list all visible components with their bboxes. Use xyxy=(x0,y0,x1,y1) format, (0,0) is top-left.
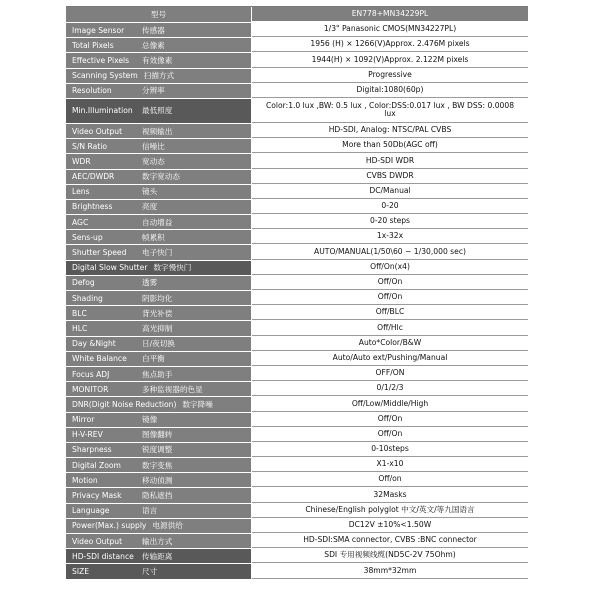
spec-value: HD-SDI:SMA connector, CVBS :BNC connector xyxy=(252,534,528,548)
spec-label-english: AEC/DWDR xyxy=(72,172,115,182)
table-row xyxy=(66,245,528,260)
spec-label xyxy=(66,321,252,335)
spec-value: Off/On xyxy=(252,428,528,442)
spec-label xyxy=(66,23,252,37)
spec-label-english: HD-SDI distance xyxy=(72,551,134,561)
table-row xyxy=(66,473,528,488)
spec-value: CVBS DWDR xyxy=(252,170,528,184)
spec-label xyxy=(66,230,252,244)
spec-label-english: AGC xyxy=(72,217,89,227)
table-row xyxy=(66,69,528,84)
spec-label xyxy=(66,38,252,52)
table-row xyxy=(66,382,528,397)
spec-label-chinese: 高光抑制 xyxy=(142,323,173,333)
spec-value: Off/On(x4) xyxy=(252,261,528,275)
spec-label-chinese: 锐度调整 xyxy=(142,445,173,455)
table-row xyxy=(66,53,528,68)
spec-value: HD-SDI WDR xyxy=(252,154,528,168)
spec-label xyxy=(66,245,252,259)
table-row xyxy=(66,352,528,367)
spec-value: HD-SDI, Analog: NTSC/PAL CVBS xyxy=(252,124,528,138)
spec-label-chinese: 移动侦测 xyxy=(142,475,173,485)
spec-label-english: Resolution xyxy=(72,86,112,96)
spec-label-chinese: 背光补偿 xyxy=(142,308,173,318)
table-row xyxy=(66,458,528,473)
spec-value: 0-20 xyxy=(252,200,528,214)
table-row xyxy=(66,261,528,276)
spec-value: 32Masks xyxy=(252,488,528,502)
spec-label-chinese: 阴影均化 xyxy=(142,293,173,303)
table-row xyxy=(66,549,528,564)
spec-label xyxy=(66,170,252,184)
spec-value: 0/1/2/3 xyxy=(252,382,528,396)
spec-value: Off/Low/Middle/High xyxy=(252,397,528,411)
spec-label-english: Effective Pixels xyxy=(72,55,130,65)
spec-label-english: Privacy Mask xyxy=(72,491,122,501)
spec-label-chinese: 输出方式 xyxy=(142,536,173,546)
table-row xyxy=(66,84,528,99)
spec-label-english: Sharpness xyxy=(72,445,112,455)
table-row xyxy=(66,519,528,534)
spec-label xyxy=(66,458,252,472)
spec-label-chinese: 焦点助手 xyxy=(142,369,173,379)
spec-value: Off/BLC xyxy=(252,306,528,320)
spec-label-chinese: 帧累积 xyxy=(142,232,165,242)
table-row xyxy=(66,443,528,458)
spec-label-english: Shutter Speed xyxy=(72,248,127,258)
table-row xyxy=(66,23,528,38)
header-label: 型号 xyxy=(66,7,252,22)
spec-label-chinese: 信噪比 xyxy=(142,141,165,151)
spec-value: 1x-32x xyxy=(252,230,528,244)
spec-value: 1/3" Panasonic CMOS(MN34227PL) xyxy=(252,23,528,37)
spec-label xyxy=(66,124,252,138)
spec-label xyxy=(66,397,252,411)
spec-value: OFF/ON xyxy=(252,367,528,381)
spec-label xyxy=(66,306,252,320)
spec-label-english: H-V-REV xyxy=(72,430,103,440)
table-row xyxy=(66,230,528,245)
spec-label-english: Motion xyxy=(72,475,98,485)
spec-label-chinese: 分辨率 xyxy=(142,86,165,96)
spec-label xyxy=(66,53,252,67)
spec-value: 1944(H) × 1092(V)Approx. 2.122M pixels xyxy=(252,53,528,67)
spec-label-chinese: 尺寸 xyxy=(142,566,158,576)
spec-value: Auto/Auto ext/Pushing/Manual xyxy=(252,352,528,366)
spec-label-english: Language xyxy=(72,506,110,516)
spec-value: AUTO/MANUAL(1/50\60 ~ 1/30,000 sec) xyxy=(252,245,528,259)
header-model-value: EN778+MN34229PL xyxy=(252,7,528,22)
spec-value: Off/Hlc xyxy=(252,321,528,335)
spec-label xyxy=(66,488,252,502)
spec-label-english: S/N Ratio xyxy=(72,141,107,151)
spec-value: Off/On xyxy=(252,276,528,290)
spec-label xyxy=(66,84,252,98)
spec-value: SDI 专用视频线缆(ND5C-2V 75Ohm) xyxy=(252,549,528,563)
table-row xyxy=(66,291,528,306)
table-row xyxy=(66,413,528,428)
table-row xyxy=(66,154,528,169)
spec-label xyxy=(66,261,252,275)
spec-label-chinese: 视频输出 xyxy=(142,126,173,136)
table-row xyxy=(66,139,528,154)
spec-label xyxy=(66,443,252,457)
spec-label-english: Min.Illumination xyxy=(72,106,133,116)
table-row xyxy=(66,276,528,291)
spec-label-english: White Balance xyxy=(72,354,127,364)
spec-label-english: Brightness xyxy=(72,202,113,212)
spec-label xyxy=(66,337,252,351)
spec-label xyxy=(66,549,252,563)
spec-label-chinese: 亮度 xyxy=(142,202,158,212)
table-row xyxy=(66,99,528,124)
spec-label-chinese: 最低照度 xyxy=(142,106,173,116)
spec-value: 1956 (H) × 1266(V)Approx. 2.476M pixels xyxy=(252,38,528,52)
spec-value: 38mm*32mm xyxy=(252,564,528,578)
spec-label-chinese: 扫描方式 xyxy=(143,71,175,81)
spec-value: More than 50Db(AGC off) xyxy=(252,139,528,153)
table-row xyxy=(66,534,528,549)
spec-label-chinese: 自动增益 xyxy=(142,217,173,227)
spec-value: 0-10steps xyxy=(252,443,528,457)
table-header-row xyxy=(66,7,528,23)
spec-label xyxy=(66,519,252,533)
spec-label-chinese: 语言 xyxy=(142,506,158,516)
table-row xyxy=(66,124,528,139)
spec-label-chinese: 多种监视器的色显 xyxy=(142,384,203,394)
spec-label xyxy=(66,504,252,518)
spec-value: DC/Manual xyxy=(252,185,528,199)
spec-label-chinese: 日/夜切换 xyxy=(142,339,175,349)
table-row xyxy=(66,306,528,321)
table-row xyxy=(66,200,528,215)
spec-value: Auto*Color/B&W xyxy=(252,337,528,351)
spec-label-chinese: 镜像 xyxy=(142,415,158,425)
spec-label-english: Scanning System xyxy=(72,71,138,81)
spec-value: Digital:1080(60p) xyxy=(252,84,528,98)
spec-table xyxy=(66,6,528,580)
spec-label xyxy=(66,352,252,366)
spec-label-english: Shading xyxy=(72,293,103,303)
spec-label xyxy=(66,413,252,427)
spec-value: 0-20 steps xyxy=(252,215,528,229)
spec-label-chinese: 有效像素 xyxy=(142,55,173,65)
spec-label-english: DNR(Digit Noise Reduction) xyxy=(72,399,177,409)
spec-label-chinese: 数字慢快门 xyxy=(153,263,192,273)
spec-label-english: Defog xyxy=(72,278,95,288)
spec-label-english: Mirror xyxy=(72,415,95,425)
spec-value: Off/on xyxy=(252,473,528,487)
spec-value: X1-x10 xyxy=(252,458,528,472)
spec-label xyxy=(66,215,252,229)
spec-label-chinese: 透雾 xyxy=(142,278,158,288)
spec-label-english: Video Output xyxy=(72,126,123,136)
table-row xyxy=(66,504,528,519)
spec-label xyxy=(66,291,252,305)
spec-value: Off/On xyxy=(252,413,528,427)
spec-label xyxy=(66,200,252,214)
spec-label-chinese: 数字宽动态 xyxy=(142,172,180,182)
spec-label-chinese: 隐私遮挡 xyxy=(142,491,173,501)
spec-label-chinese: 总像素 xyxy=(142,40,165,50)
spec-label-chinese: 传感器 xyxy=(142,25,165,35)
table-row xyxy=(66,170,528,185)
spec-label-english: SIZE xyxy=(72,566,90,576)
table-row xyxy=(66,321,528,336)
spec-label-chinese: 图像翻转 xyxy=(142,430,173,440)
spec-label-chinese: 数字变焦 xyxy=(142,460,173,470)
spec-label xyxy=(66,382,252,396)
spec-label xyxy=(66,139,252,153)
spec-value: Chinese/English polyglot 中文/英文/等九国语言 xyxy=(252,504,528,518)
spec-label xyxy=(66,564,252,578)
spec-label xyxy=(66,69,252,83)
spec-label-chinese: 电子快门 xyxy=(142,248,173,258)
spec-label-english: Digital Slow Shutter xyxy=(72,263,148,273)
spec-label-english: Total Pixels xyxy=(72,40,114,50)
spec-label xyxy=(66,99,252,123)
spec-label-english: Lens xyxy=(72,187,90,197)
spec-value: Color:1.0 lux ,BW: 0.5 lux , Color:DSS:0.017 lux , BW DSS: 0.0008 lux xyxy=(252,99,528,123)
spec-label-english: HLC xyxy=(72,323,88,333)
spec-label-english: Focus ADJ xyxy=(72,369,110,379)
table-row xyxy=(66,38,528,53)
spec-label-english: Digital Zoom xyxy=(72,460,121,470)
spec-label xyxy=(66,534,252,548)
spec-rows xyxy=(66,23,528,580)
spec-label-english: Day &Night xyxy=(72,339,116,349)
spec-label-chinese: 镜头 xyxy=(142,187,158,197)
spec-label-english: Image Sensor xyxy=(72,25,125,35)
spec-label xyxy=(66,367,252,381)
table-row xyxy=(66,215,528,230)
spec-label-english: Power(Max.) supply xyxy=(72,521,147,531)
table-row xyxy=(66,337,528,352)
spec-label-chinese: 电源供给 xyxy=(152,521,183,531)
spec-label-chinese: 宽动态 xyxy=(142,156,165,166)
table-row xyxy=(66,488,528,503)
spec-label xyxy=(66,276,252,290)
spec-value: Progressive xyxy=(252,69,528,83)
spec-label-english: WDR xyxy=(72,156,91,166)
spec-label xyxy=(66,428,252,442)
spec-label-english: Video Output xyxy=(72,536,123,546)
spec-value: Off/On xyxy=(252,291,528,305)
table-row xyxy=(66,367,528,382)
spec-value: DC12V ±10%<1.50W xyxy=(252,519,528,533)
spec-label-chinese: 白平衡 xyxy=(142,354,165,364)
spec-label-english: Sens-up xyxy=(72,232,103,242)
spec-label xyxy=(66,473,252,487)
spec-label-chinese: 传输距离 xyxy=(142,551,173,561)
spec-label-english: MONITOR xyxy=(72,384,109,394)
table-row xyxy=(66,397,528,412)
spec-label xyxy=(66,154,252,168)
table-row xyxy=(66,185,528,200)
spec-label xyxy=(66,185,252,199)
spec-label-english: BLC xyxy=(72,308,87,318)
spec-label-chinese: 数字降噪 xyxy=(182,399,213,409)
table-row xyxy=(66,564,528,579)
table-row xyxy=(66,428,528,443)
